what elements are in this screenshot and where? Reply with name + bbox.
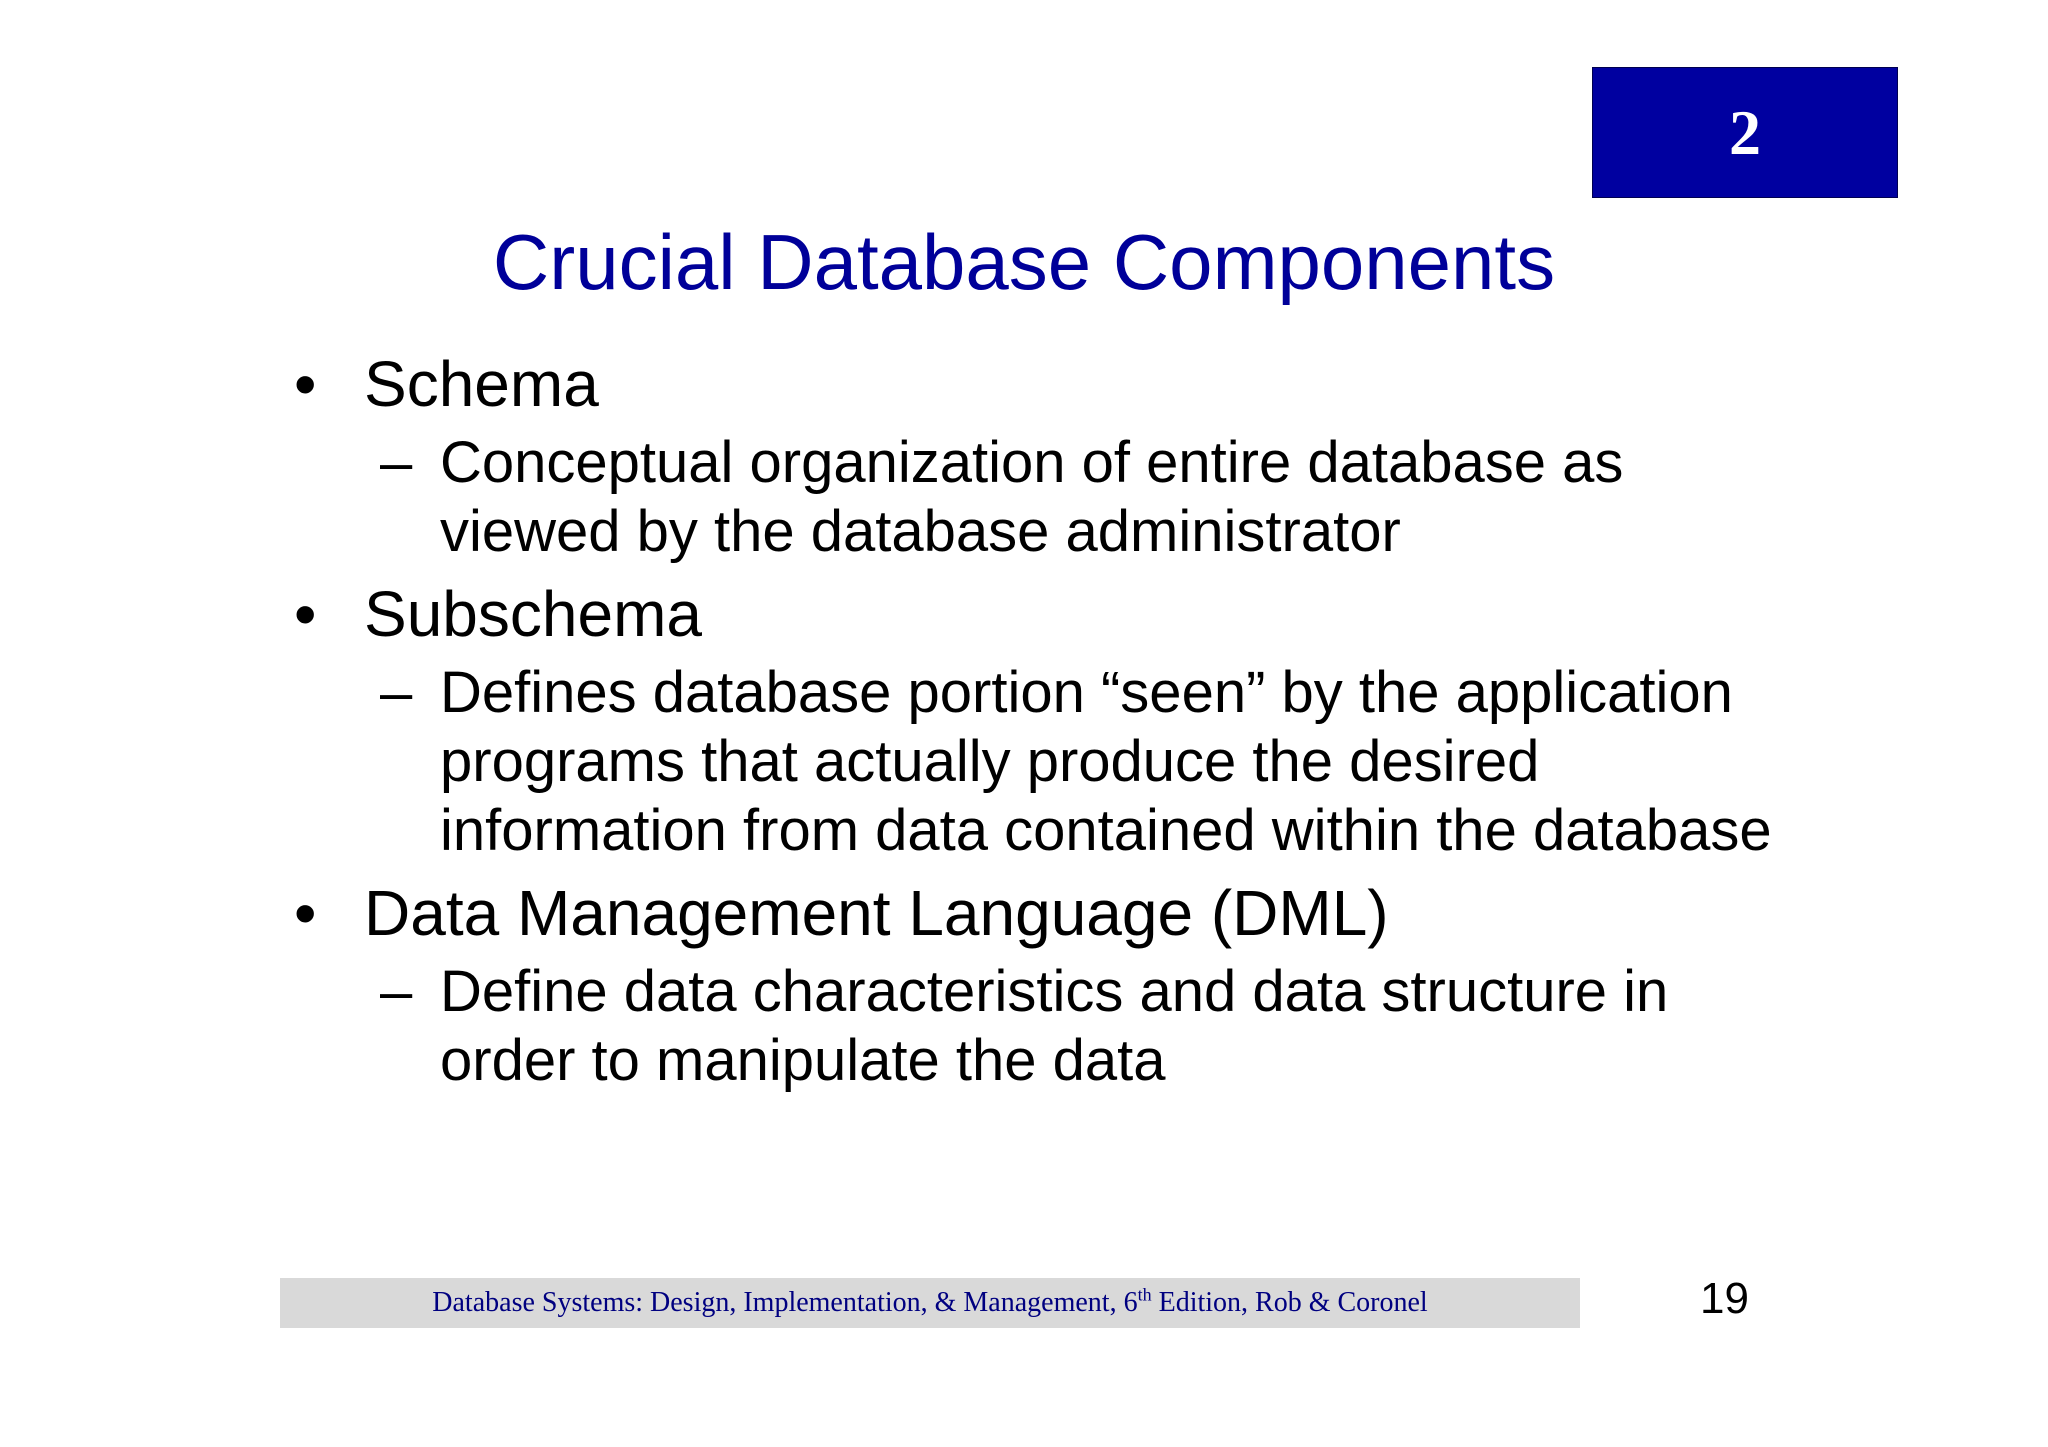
- bullet-list: [290, 346, 1790, 1105]
- bullet-icon: •: [294, 348, 317, 420]
- bullet-item-subschema: [290, 576, 1790, 865]
- sub-bullet: [290, 658, 1790, 865]
- dash-icon: –: [380, 660, 413, 725]
- bullet-text: Schema: [364, 348, 599, 420]
- sub-bullet-text: Define data characteristics and data structure in order to manipulate the data: [440, 959, 1669, 1093]
- bullet-icon: •: [294, 877, 317, 949]
- footer-superscript: th: [1137, 1284, 1152, 1305]
- dash-icon: –: [380, 430, 413, 495]
- page-number: 19: [1700, 1274, 1749, 1323]
- sub-bullet: [290, 428, 1790, 566]
- dash-icon: –: [380, 959, 413, 1024]
- bullet-point: [290, 576, 1790, 652]
- footer-text-end: Edition, Rob & Coronel: [1151, 1287, 1428, 1318]
- bullet-item-schema: [290, 346, 1790, 566]
- sub-bullet-text: Conceptual organization of entire database as viewed by the database administrator: [440, 430, 1624, 564]
- slide-title: Crucial Database Components: [492, 218, 1556, 306]
- bullet-text: Data Management Language (DML): [364, 877, 1389, 949]
- sub-bullet-text: Defines database portion “seen” by the application programs that actually produce the desired information from data contained within the database: [440, 660, 1772, 863]
- sub-bullet: [290, 957, 1790, 1095]
- footer-bar: [280, 1278, 1580, 1328]
- footer-text-main: Database Systems: Design, Implementation, & Management, 6: [432, 1287, 1138, 1318]
- chapter-badge: [1592, 67, 1898, 198]
- footer-citation: [432, 1284, 1428, 1319]
- bullet-item-dml: [290, 875, 1790, 1095]
- bullet-point: [290, 875, 1790, 951]
- chapter-number: 2: [1729, 96, 1761, 168]
- bullet-icon: •: [294, 578, 317, 650]
- bullet-text: Subschema: [364, 578, 702, 650]
- bullet-point: [290, 346, 1790, 422]
